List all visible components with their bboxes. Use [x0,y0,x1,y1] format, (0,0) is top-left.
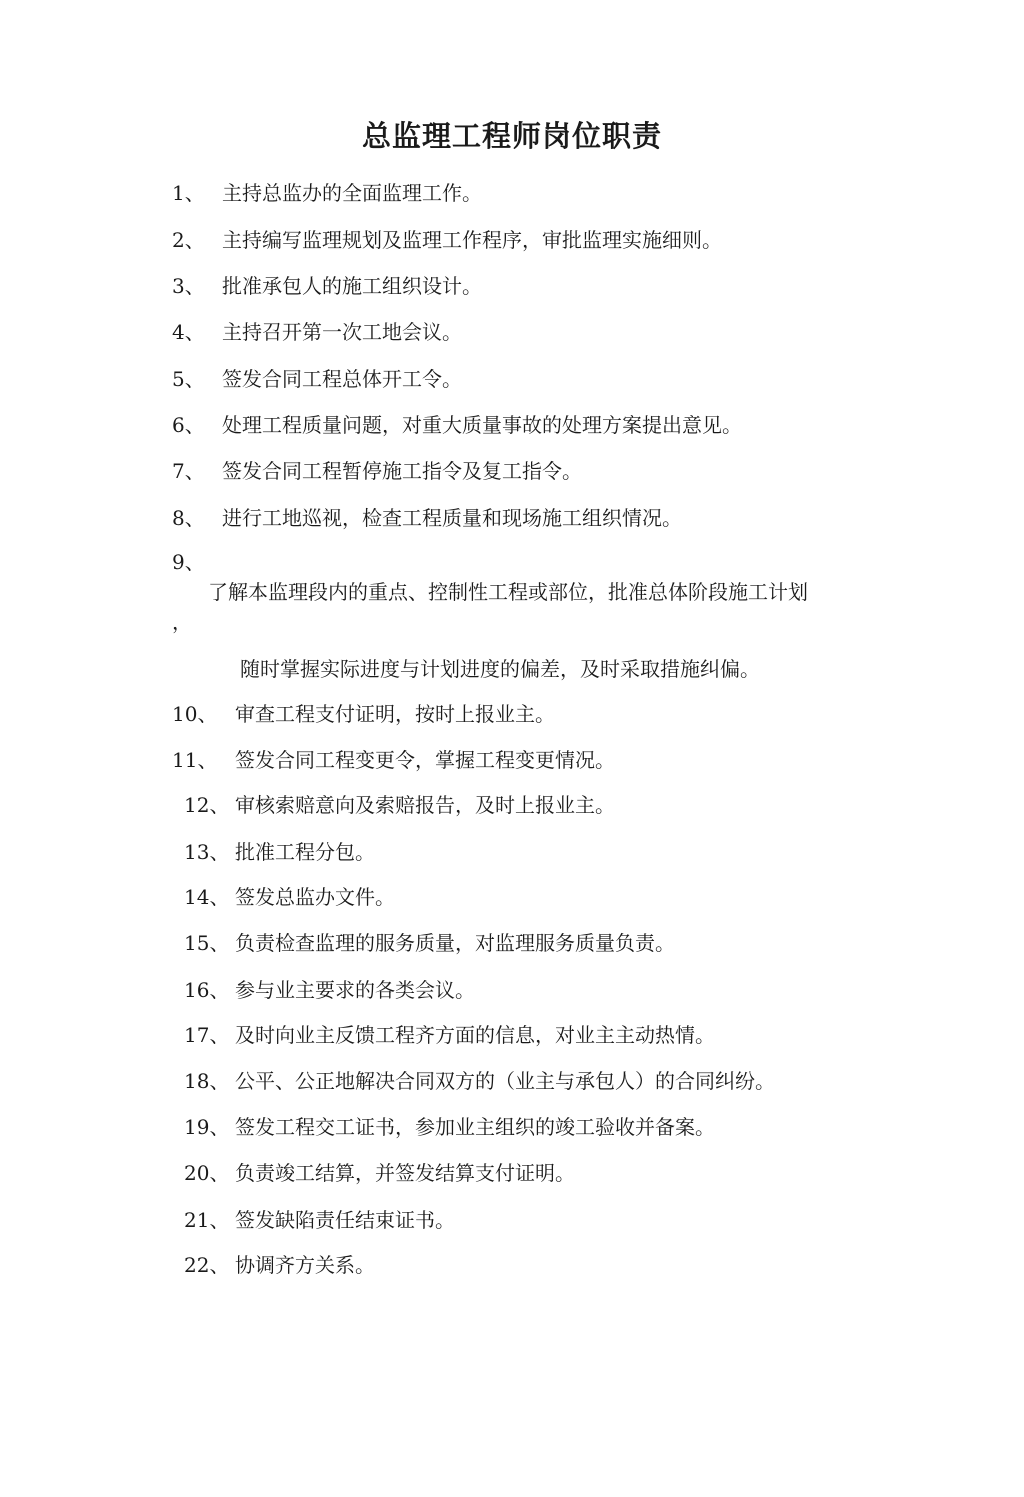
page-title: 总监理工程师岗位职责 [361,119,662,153]
item-number: 8、 [172,506,205,530]
item-number: 16、 [184,978,230,1002]
item-text: 了解本监理段内的重点、控制性工程或部位，批准总体阶段施工计划 [208,580,808,604]
item-text: 主持总监办的全面监理工作。 [222,181,482,205]
item-text: 审核索赔意向及索赔报告，及时上报业主。 [235,793,615,817]
item-text-tail: ， [172,610,192,634]
item-number: 21、 [184,1208,230,1232]
item-number: 19、 [184,1115,230,1139]
item-text: 协调齐方关系。 [235,1253,375,1277]
item-number: 14、 [184,885,230,909]
item-text: 负责竣工结算，并签发结算支付证明。 [235,1161,575,1185]
item-number: 11、 [172,748,218,772]
item-number: 22、 [184,1253,230,1277]
item-number: 17、 [184,1023,230,1047]
item-number: 6、 [172,413,205,437]
item-text: 批准工程分包。 [235,840,375,864]
item-text: 签发工程交工证书，参加业主组织的竣工验收并备案。 [235,1115,715,1139]
item-number: 10、 [172,702,218,726]
item-number: 9、 [172,550,205,574]
item-number: 2、 [172,228,205,252]
item-text: 负责检查监理的服务质量，对监理服务质量负责。 [235,931,675,955]
item-text: 签发总监办文件。 [235,885,395,909]
item-number: 12、 [184,793,230,817]
item-text: 签发合同工程变更令，掌握工程变更情况。 [235,748,615,772]
item-text: 进行工地巡视，检查工程质量和现场施工组织情况。 [222,506,682,530]
item-text: 审查工程支付证明，按时上报业主。 [235,702,555,726]
item-number: 20、 [184,1161,230,1185]
item-number: 18、 [184,1069,230,1093]
item-text: 主持召开第一次工地会议。 [222,320,462,344]
item-text-continuation: 随时掌握实际进度与计划进度的偏差，及时采取措施纠偏。 [240,657,760,681]
item-text: 参与业主要求的各类会议。 [235,978,475,1002]
item-number: 13、 [184,840,230,864]
item-text: 批准承包人的施工组织设计。 [222,274,482,298]
item-text: 签发合同工程总体开工令。 [222,367,462,391]
item-text: 主持编写监理规划及监理工作程序，审批监理实施细则。 [222,228,722,252]
item-text: 签发合同工程暂停施工指令及复工指令。 [222,459,582,483]
item-number: 7、 [172,459,205,483]
item-text: 处理工程质量问题，对重大质量事故的处理方案提出意见。 [222,413,742,437]
item-number: 3、 [172,274,205,298]
item-text: 签发缺陷责任结束证书。 [235,1208,455,1232]
item-number: 15、 [184,931,230,955]
item-number: 4、 [172,320,205,344]
item-text: 及时向业主反馈工程齐方面的信息，对业主主动热情。 [235,1023,715,1047]
item-number: 1、 [172,181,205,205]
item-number: 5、 [172,367,205,391]
item-text: 公平、公正地解决合同双方的（业主与承包人）的合同纠纷。 [235,1069,775,1093]
